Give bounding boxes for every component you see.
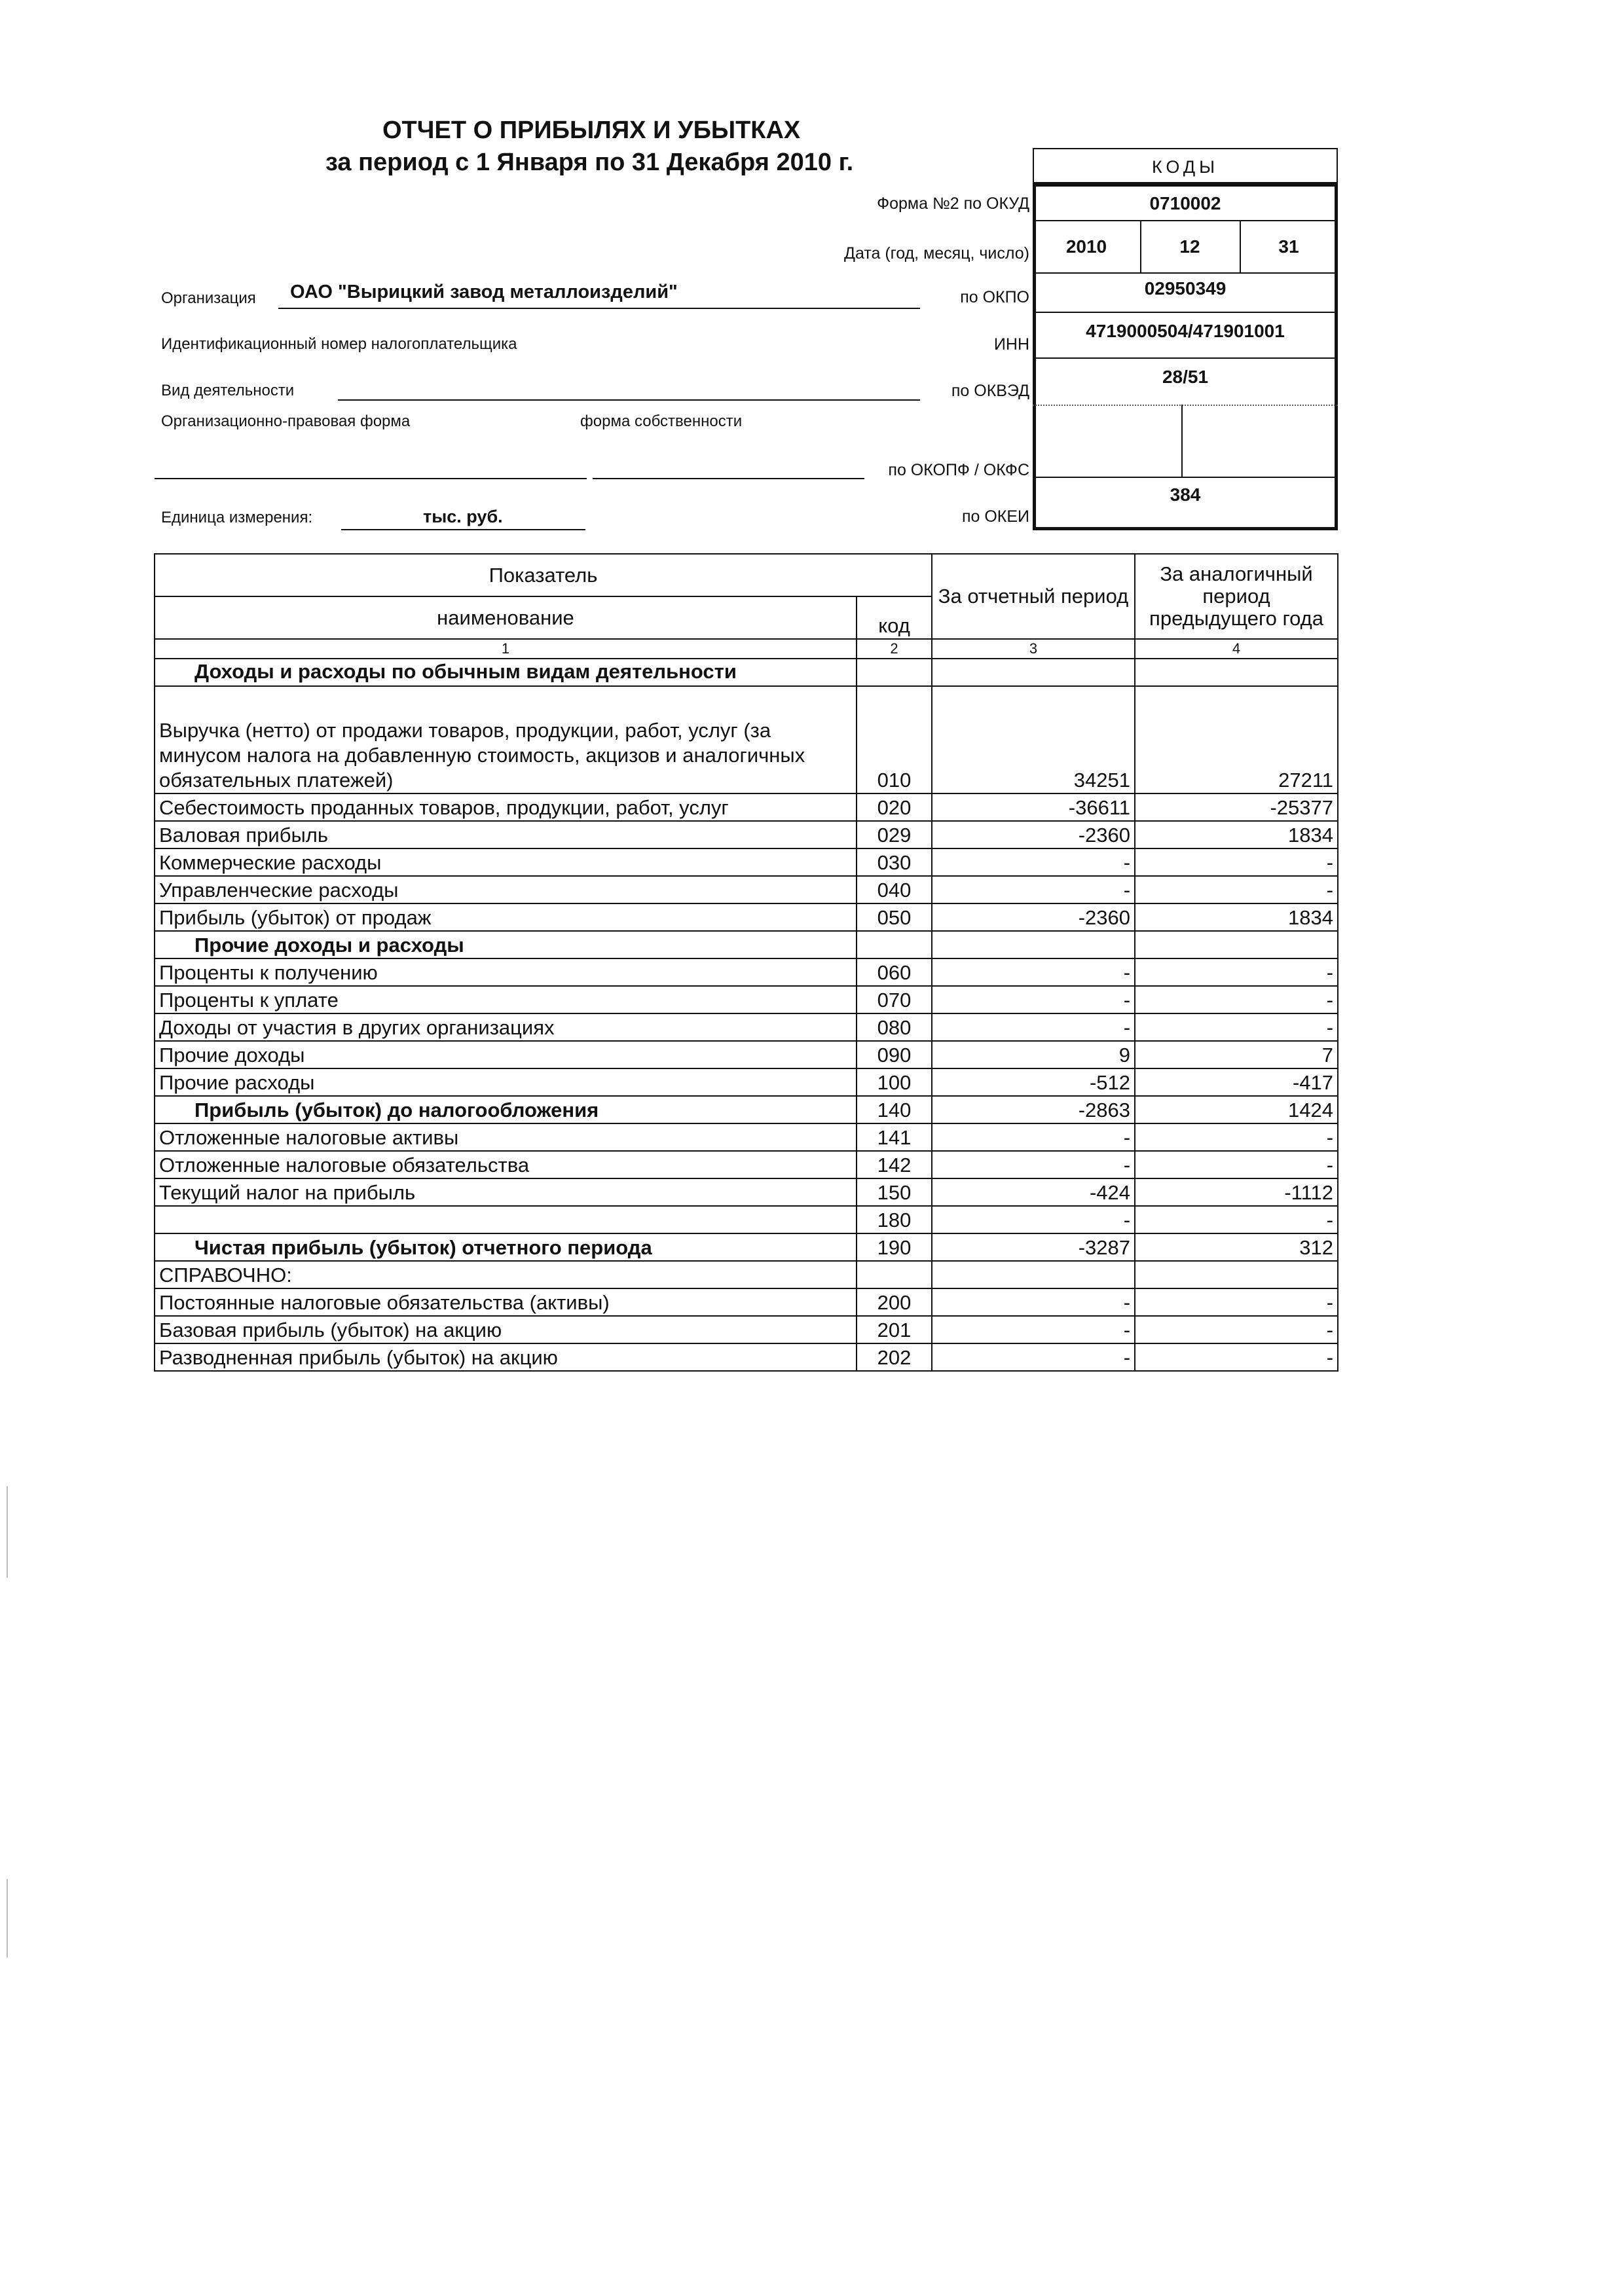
row-name: Прибыль (убыток) от продаж [155, 903, 857, 931]
divider [1033, 312, 1338, 313]
row-code [857, 1261, 932, 1288]
report-period: за период с 1 Января по 31 Декабря 2010 г. [325, 149, 854, 176]
column-index: 4 [1135, 639, 1338, 659]
row-code: 201 [857, 1316, 932, 1343]
row-prev-value: - [1135, 958, 1338, 986]
row-name: Базовая прибыль (убыток) на акцию [155, 1316, 857, 1343]
code-header: код [857, 596, 932, 639]
organization-field [278, 282, 920, 309]
row-name: Управленческие расходы [155, 876, 857, 903]
column-index: 3 [932, 639, 1135, 659]
okopf-label: по ОКОПФ / ОКФС [888, 461, 1029, 479]
row-current-value: -512 [932, 1068, 1135, 1096]
row-code: 202 [857, 1343, 932, 1371]
row-current-value: - [932, 876, 1135, 903]
row-current-value: - [932, 1316, 1135, 1343]
row-prev-value: -417 [1135, 1068, 1338, 1096]
row-code: 020 [857, 793, 932, 821]
row-prev-value: 27211 [1135, 686, 1338, 793]
row-code: 030 [857, 848, 932, 876]
date-year-code: 2010 [1033, 221, 1141, 272]
okopf-split [1181, 405, 1183, 477]
table-row [155, 1096, 1338, 1123]
row-prev-value [1135, 1261, 1338, 1288]
row-current-value [932, 931, 1135, 958]
row-current-value [932, 1261, 1135, 1288]
row-code [857, 931, 932, 958]
row-name: Коммерческие расходы [155, 848, 857, 876]
row-code: 040 [857, 876, 932, 903]
row-current-value: -424 [932, 1178, 1135, 1206]
row-code: 150 [857, 1178, 932, 1206]
table-row [155, 1233, 1338, 1261]
row-name: Прочие расходы [155, 1068, 857, 1096]
okei-label: по ОКЕИ [961, 507, 1029, 526]
name-header: наименование [155, 596, 857, 639]
row-prev-value: - [1135, 986, 1338, 1013]
table-row [155, 1068, 1338, 1096]
activity-label: Вид деятельности [161, 382, 295, 399]
okud-code: 0710002 [1149, 193, 1221, 213]
activity-field [338, 380, 920, 401]
row-code: 200 [857, 1288, 932, 1316]
scan-mark [7, 1879, 8, 1958]
row-prev-value: - [1135, 876, 1338, 903]
row-prev-value: -25377 [1135, 793, 1338, 821]
row-prev-value: -1112 [1135, 1178, 1338, 1206]
ownership-field [593, 458, 864, 479]
row-name: Чистая прибыль (убыток) отчетного периода [155, 1233, 857, 1261]
okved-label: по ОКВЭД [951, 382, 1029, 400]
dotted-divider [1033, 405, 1338, 406]
row-prev-value: 1424 [1135, 1096, 1338, 1123]
table-row [155, 686, 1338, 793]
row-name: Доходы от участия в других организациях [155, 1013, 857, 1041]
row-prev-value: - [1135, 1206, 1338, 1233]
scan-mark [7, 1486, 8, 1578]
row-name: СПРАВОЧНО: [155, 1261, 857, 1288]
table-row [155, 1343, 1338, 1371]
row-code: 100 [857, 1068, 932, 1096]
row-name: Доходы и расходы по обычным видам деятельности [155, 659, 857, 686]
row-current-value: -2863 [932, 1096, 1135, 1123]
report-title: ОТЧЕТ О ПРИБЫЛЯХ И УБЫТКАХ [382, 117, 801, 144]
codes-header: КОДЫ [1033, 148, 1338, 183]
okei-code: 384 [1170, 484, 1201, 505]
table-row [155, 1316, 1338, 1343]
row-prev-value: 1834 [1135, 903, 1338, 931]
row-code: 060 [857, 958, 932, 986]
row-prev-value: 7 [1135, 1041, 1338, 1068]
report-body [155, 659, 1338, 1371]
unit-value: тыс. руб. [423, 507, 503, 526]
row-name: Текущий налог на прибыль [155, 1178, 857, 1206]
organization-value: ОАО "Вырицкий завод металлоизделий" [290, 282, 678, 302]
row-code: 029 [857, 821, 932, 848]
row-current-value: - [932, 1288, 1135, 1316]
row-current-value: - [932, 1151, 1135, 1178]
row-code: 190 [857, 1233, 932, 1261]
row-prev-value: - [1135, 1343, 1338, 1371]
row-code: 180 [857, 1206, 932, 1233]
row-code: 142 [857, 1151, 932, 1178]
row-name: Прочие доходы и расходы [155, 931, 857, 958]
inn-code-label: ИНН [993, 335, 1029, 354]
table-row [155, 1013, 1338, 1041]
row-name: Разводненная прибыль (убыток) на акцию [155, 1343, 857, 1371]
table-row [155, 1041, 1338, 1068]
legal-form-label: Организационно-правовая форма [161, 412, 411, 430]
row-current-value: - [932, 848, 1135, 876]
row-name: Валовая прибыль [155, 821, 857, 848]
table-row [155, 1206, 1338, 1233]
row-code: 090 [857, 1041, 932, 1068]
row-prev-value: - [1135, 1151, 1338, 1178]
row-current-value: - [932, 1343, 1135, 1371]
row-name: Прочие доходы [155, 1041, 857, 1068]
date-label: Дата (год, месяц, число) [844, 244, 1029, 263]
row-current-value: 34251 [932, 686, 1135, 793]
row-current-value: - [932, 986, 1135, 1013]
row-current-value: -36611 [932, 793, 1135, 821]
row-prev-value: 1834 [1135, 821, 1338, 848]
column-index: 1 [155, 639, 857, 659]
table-row [155, 876, 1338, 903]
row-current-value: 9 [932, 1041, 1135, 1068]
inn-label: Идентификационный номер налогоплательщика [161, 335, 517, 353]
table-row [155, 903, 1338, 931]
table-row [155, 931, 1338, 958]
table-row [155, 986, 1338, 1013]
row-name: Прибыль (убыток) до налогообложения [155, 1096, 857, 1123]
organization-label: Организация [161, 289, 256, 307]
row-prev-value: - [1135, 1288, 1338, 1316]
table-row [155, 848, 1338, 876]
row-current-value: -2360 [932, 903, 1135, 931]
divider [1033, 272, 1338, 274]
row-name [155, 1206, 857, 1233]
row-code: 080 [857, 1013, 932, 1041]
divider [1033, 477, 1338, 478]
table-row [155, 1288, 1338, 1316]
row-prev-value: - [1135, 1013, 1338, 1041]
row-current-value: - [932, 1206, 1135, 1233]
table-row [155, 821, 1338, 848]
row-name: Себестоимость проданных товаров, продукции, работ, услуг [155, 793, 857, 821]
row-prev-value [1135, 931, 1338, 958]
table-row [155, 1261, 1338, 1288]
ownership-label: форма собственности [580, 412, 743, 430]
row-code: 140 [857, 1096, 932, 1123]
row-name: Проценты к получению [155, 958, 857, 986]
row-current-value [932, 659, 1135, 686]
column-index: 2 [857, 639, 932, 659]
okpo-code: 02950349 [1144, 278, 1227, 299]
report-table [154, 553, 1338, 1372]
row-prev-value: 312 [1135, 1233, 1338, 1261]
row-name: Отложенные налоговые обязательства [155, 1151, 857, 1178]
okpo-label: по ОКПО [960, 288, 1029, 306]
row-current-value: - [932, 1123, 1135, 1151]
okud-label: Форма №2 по ОКУД [877, 194, 1029, 213]
row-prev-value: - [1135, 1123, 1338, 1151]
unit-field [341, 504, 585, 530]
date-month-code: 12 [1140, 221, 1241, 272]
current-period-header: За отчетный период [932, 554, 1135, 639]
row-name: Выручка (нетто) от продажи товаров, продукции, работ, услуг (за минусом налога на добавленную стоимость, акцизов и аналогичных обязательных платежей) [155, 686, 857, 793]
unit-label: Единица измерения: [161, 509, 313, 526]
row-current-value: -2360 [932, 821, 1135, 848]
table-row [155, 793, 1338, 821]
table-row [155, 1178, 1338, 1206]
row-code [857, 659, 932, 686]
row-name: Отложенные налоговые активы [155, 1123, 857, 1151]
row-code: 010 [857, 686, 932, 793]
legal-form-field [155, 458, 587, 479]
prev-period-header: За аналогичный период предыдущего года [1135, 554, 1338, 639]
table-row [155, 1123, 1338, 1151]
row-code: 050 [857, 903, 932, 931]
row-prev-value [1135, 659, 1338, 686]
table-row [155, 958, 1338, 986]
date-day-code: 31 [1278, 236, 1299, 257]
row-prev-value: - [1135, 1316, 1338, 1343]
row-current-value: -3287 [932, 1233, 1135, 1261]
row-name: Постоянные налоговые обязательства (активы) [155, 1288, 857, 1316]
row-current-value: - [932, 1013, 1135, 1041]
table-row [155, 659, 1338, 686]
table-row [155, 1151, 1338, 1178]
date-code-row [1033, 221, 1338, 272]
row-code: 141 [857, 1123, 932, 1151]
divider [1033, 357, 1338, 359]
inn-code: 4719000504/471901001 [1086, 321, 1285, 341]
row-prev-value: - [1135, 848, 1338, 876]
indicator-header: Показатель [155, 554, 932, 596]
row-code: 070 [857, 986, 932, 1013]
codes-box [1033, 148, 1338, 530]
okved-code: 28/51 [1162, 367, 1209, 387]
row-current-value: - [932, 958, 1135, 986]
row-name: Проценты к уплате [155, 986, 857, 1013]
